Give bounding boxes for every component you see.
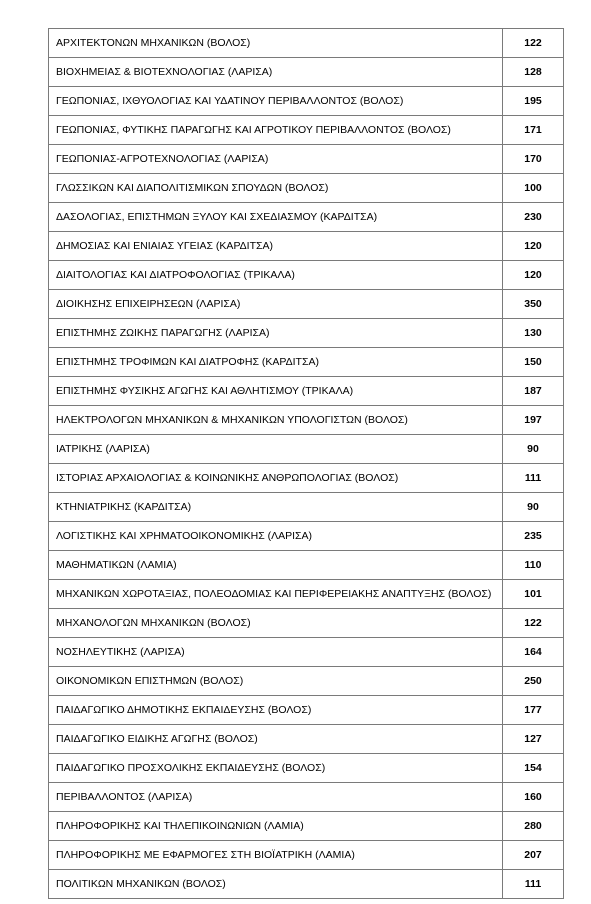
table-row — [49, 725, 564, 754]
admission-count-cell: 195 — [503, 87, 564, 116]
table-row — [49, 870, 564, 899]
department-name-cell: ΙΣΤΟΡΙΑΣ ΑΡΧΑΙΟΛΟΓΙΑΣ & ΚΟΙΝΩΝΙΚΗΣ ΑΝΘΡΩΠΟΛΟΓΙΑΣ (ΒΟΛΟΣ) — [49, 464, 503, 493]
admission-count-cell: 235 — [503, 522, 564, 551]
admission-count-cell: 120 — [503, 261, 564, 290]
department-name-cell: ΔΗΜΟΣΙΑΣ ΚΑΙ ΕΝΙΑΙΑΣ ΥΓΕΙΑΣ (ΚΑΡΔΙΤΣΑ) — [49, 232, 503, 261]
table-row — [49, 435, 564, 464]
department-name-cell: ΠΛΗΡΟΦΟΡΙΚΗΣ ΚΑΙ ΤΗΛΕΠΙΚΟΙΝΩΝΙΩΝ (ΛΑΜΙΑ) — [49, 812, 503, 841]
department-name-cell: ΕΠΙΣΤΗΜΗΣ ΖΩΙΚΗΣ ΠΑΡΑΓΩΓΗΣ (ΛΑΡΙΣΑ) — [49, 319, 503, 348]
admission-count-cell: 197 — [503, 406, 564, 435]
table-row — [49, 145, 564, 174]
department-name-cell: ΚΤΗΝΙΑΤΡΙΚΗΣ (ΚΑΡΔΙΤΣΑ) — [49, 493, 503, 522]
admission-count-cell: 207 — [503, 841, 564, 870]
departments-table-container — [48, 28, 562, 899]
admission-count-cell: 171 — [503, 116, 564, 145]
table-row — [49, 261, 564, 290]
department-name-cell: ΕΠΙΣΤΗΜΗΣ ΤΡΟΦΙΜΩΝ ΚΑΙ ΔΙΑΤΡΟΦΗΣ (ΚΑΡΔΙΤΣΑ) — [49, 348, 503, 377]
table-row — [49, 696, 564, 725]
admission-count-cell: 170 — [503, 145, 564, 174]
department-name-cell: ΜΗΧΑΝΙΚΩΝ ΧΩΡΟΤΑΞΙΑΣ, ΠΟΛΕΟΔΟΜΙΑΣ ΚΑΙ ΠΕΡΙΦΕΡΕΙΑΚΗΣ ΑΝΑΠΤΥΞΗΣ (ΒΟΛΟΣ) — [49, 580, 503, 609]
table-row — [49, 464, 564, 493]
admission-count-cell: 90 — [503, 435, 564, 464]
table-row — [49, 232, 564, 261]
department-name-cell: ΓΕΩΠΟΝΙΑΣ, ΦΥΤΙΚΗΣ ΠΑΡΑΓΩΓΗΣ ΚΑΙ ΑΓΡΟΤΙΚΟΥ ΠΕΡΙΒΑΛΛΟΝΤΟΣ (ΒΟΛΟΣ) — [49, 116, 503, 145]
table-row — [49, 290, 564, 319]
admission-count-cell: 280 — [503, 812, 564, 841]
admission-count-cell: 160 — [503, 783, 564, 812]
department-name-cell: ΔΙΑΙΤΟΛΟΓΙΑΣ ΚΑΙ ΔΙΑΤΡΟΦΟΛΟΓΙΑΣ (ΤΡΙΚΑΛΑ) — [49, 261, 503, 290]
admission-count-cell: 177 — [503, 696, 564, 725]
department-name-cell: ΗΛΕΚΤΡΟΛΟΓΩΝ ΜΗΧΑΝΙΚΩΝ & ΜΗΧΑΝΙΚΩΝ ΥΠΟΛΟΓΙΣΤΩΝ (ΒΟΛΟΣ) — [49, 406, 503, 435]
table-row — [49, 783, 564, 812]
table-row — [49, 203, 564, 232]
table-row — [49, 348, 564, 377]
department-name-cell: ΠΑΙΔΑΓΩΓΙΚΟ ΔΗΜΟΤΙΚΗΣ ΕΚΠΑΙΔΕΥΣΗΣ (ΒΟΛΟΣ) — [49, 696, 503, 725]
table-row — [49, 812, 564, 841]
table-row — [49, 609, 564, 638]
table-row — [49, 174, 564, 203]
department-name-cell: ΠΟΛΙΤΙΚΩΝ ΜΗΧΑΝΙΚΩΝ (ΒΟΛΟΣ) — [49, 870, 503, 899]
table-row — [49, 580, 564, 609]
department-name-cell: ΠΛΗΡΟΦΟΡΙΚΗΣ ΜΕ ΕΦΑΡΜΟΓΕΣ ΣΤΗ ΒΙΟΪΑΤΡΙΚΗ (ΛΑΜΙΑ) — [49, 841, 503, 870]
admission-count-cell: 122 — [503, 29, 564, 58]
admission-count-cell: 120 — [503, 232, 564, 261]
admission-count-cell: 111 — [503, 870, 564, 899]
table-row — [49, 841, 564, 870]
department-name-cell: ΓΛΩΣΣΙΚΩΝ ΚΑΙ ΔΙΑΠΟΛΙΤΙΣΜΙΚΩΝ ΣΠΟΥΔΩΝ (ΒΟΛΟΣ) — [49, 174, 503, 203]
department-name-cell: ΜΗΧΑΝΟΛΟΓΩΝ ΜΗΧΑΝΙΚΩΝ (ΒΟΛΟΣ) — [49, 609, 503, 638]
admission-count-cell: 101 — [503, 580, 564, 609]
admission-count-cell: 100 — [503, 174, 564, 203]
table-row — [49, 58, 564, 87]
department-name-cell: ΙΑΤΡΙΚΗΣ (ΛΑΡΙΣΑ) — [49, 435, 503, 464]
table-row — [49, 551, 564, 580]
table-row — [49, 522, 564, 551]
table-row — [49, 116, 564, 145]
department-name-cell: ΠΕΡΙΒΑΛΛΟΝΤΟΣ (ΛΑΡΙΣΑ) — [49, 783, 503, 812]
table-row — [49, 493, 564, 522]
admission-count-cell: 187 — [503, 377, 564, 406]
department-name-cell: ΒΙΟΧΗΜΕΙΑΣ & ΒΙΟΤΕΧΝΟΛΟΓΙΑΣ (ΛΑΡΙΣΑ) — [49, 58, 503, 87]
admission-count-cell: 90 — [503, 493, 564, 522]
table-row — [49, 406, 564, 435]
admission-count-cell: 122 — [503, 609, 564, 638]
admission-count-cell: 350 — [503, 290, 564, 319]
table-row — [49, 377, 564, 406]
department-name-cell: ΓΕΩΠΟΝΙΑΣ, ΙΧΘΥΟΛΟΓΙΑΣ ΚΑΙ ΥΔΑΤΙΝΟΥ ΠΕΡΙΒΑΛΛΟΝΤΟΣ (ΒΟΛΟΣ) — [49, 87, 503, 116]
admission-count-cell: 111 — [503, 464, 564, 493]
table-body — [49, 29, 564, 899]
admission-count-cell: 154 — [503, 754, 564, 783]
admission-count-cell: 150 — [503, 348, 564, 377]
table-row — [49, 667, 564, 696]
table-row — [49, 29, 564, 58]
admission-count-cell: 250 — [503, 667, 564, 696]
admission-count-cell: 110 — [503, 551, 564, 580]
department-name-cell: ΔΙΟΙΚΗΣΗΣ ΕΠΙΧΕΙΡΗΣΕΩΝ (ΛΑΡΙΣΑ) — [49, 290, 503, 319]
department-name-cell: ΟΙΚΟΝΟΜΙΚΩΝ ΕΠΙΣΤΗΜΩΝ (ΒΟΛΟΣ) — [49, 667, 503, 696]
admission-count-cell: 128 — [503, 58, 564, 87]
table-row — [49, 319, 564, 348]
admission-count-cell: 230 — [503, 203, 564, 232]
department-name-cell: ΔΑΣΟΛΟΓΙΑΣ, ΕΠΙΣΤΗΜΩΝ ΞΥΛΟΥ ΚΑΙ ΣΧΕΔΙΑΣΜΟΥ (ΚΑΡΔΙΤΣΑ) — [49, 203, 503, 232]
department-name-cell: ΛΟΓΙΣΤΙΚΗΣ ΚΑΙ ΧΡΗΜΑΤΟΟΙΚΟΝΟΜΙΚΗΣ (ΛΑΡΙΣΑ) — [49, 522, 503, 551]
department-name-cell: ΑΡΧΙΤΕΚΤΟΝΩΝ ΜΗΧΑΝΙΚΩΝ (ΒΟΛΟΣ) — [49, 29, 503, 58]
departments-table — [48, 28, 564, 899]
table-row — [49, 87, 564, 116]
admission-count-cell: 164 — [503, 638, 564, 667]
department-name-cell: ΝΟΣΗΛΕΥΤΙΚΗΣ (ΛΑΡΙΣΑ) — [49, 638, 503, 667]
table-row — [49, 754, 564, 783]
department-name-cell: ΜΑΘΗΜΑΤΙΚΩΝ (ΛΑΜΙΑ) — [49, 551, 503, 580]
department-name-cell: ΠΑΙΔΑΓΩΓΙΚΟ ΠΡΟΣΧΟΛΙΚΗΣ ΕΚΠΑΙΔΕΥΣΗΣ (ΒΟΛΟΣ) — [49, 754, 503, 783]
admission-count-cell: 130 — [503, 319, 564, 348]
department-name-cell: ΓΕΩΠΟΝΙΑΣ-ΑΓΡΟΤΕΧΝΟΛΟΓΙΑΣ (ΛΑΡΙΣΑ) — [49, 145, 503, 174]
admission-count-cell: 127 — [503, 725, 564, 754]
table-row — [49, 638, 564, 667]
department-name-cell: ΠΑΙΔΑΓΩΓΙΚΟ ΕΙΔΙΚΗΣ ΑΓΩΓΗΣ (ΒΟΛΟΣ) — [49, 725, 503, 754]
department-name-cell: ΕΠΙΣΤΗΜΗΣ ΦΥΣΙΚΗΣ ΑΓΩΓΗΣ ΚΑΙ ΑΘΛΗΤΙΣΜΟΥ (ΤΡΙΚΑΛΑ) — [49, 377, 503, 406]
